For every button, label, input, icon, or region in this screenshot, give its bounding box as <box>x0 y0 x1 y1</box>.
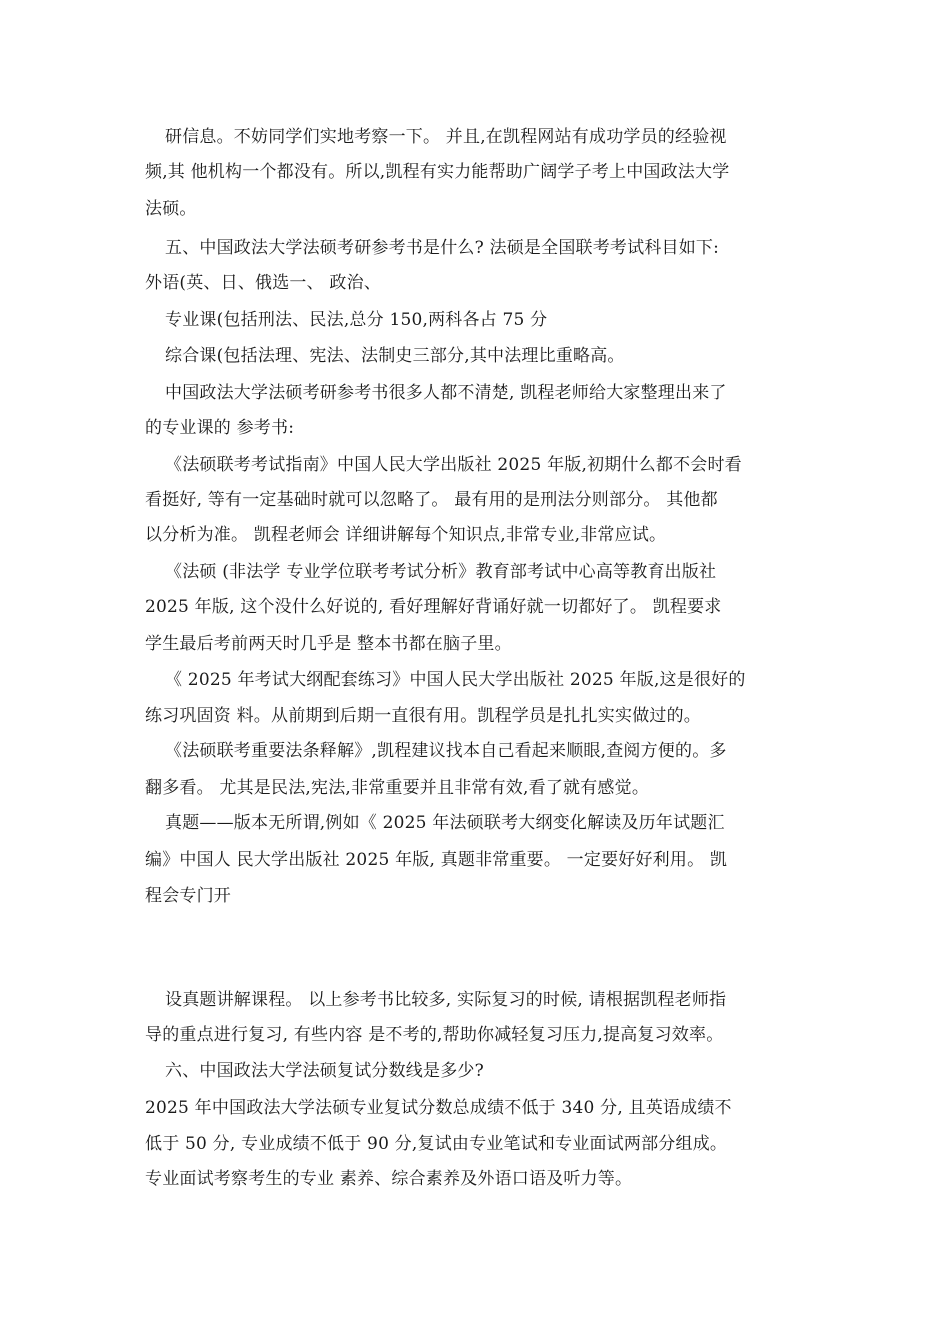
text-line: 外语(英、日、俄选一、 政治、 <box>145 273 382 293</box>
text-line: 中国政法大学法硕考研参考书很多人都不清楚, 凯程老师给大家整理出来了 <box>165 383 727 403</box>
text-line: 《法硕联考考试指南》中国人民大学出版社 2025 年版,初期什么都不会时看 <box>165 455 742 475</box>
text-line: 研信息。不妨同学们实地考察一下。 并且,在凯程网站有成功学员的经验视 <box>165 127 727 147</box>
text-line: 导的重点进行复习, 有些内容 是不考的,帮助你减轻复习压力,提高复习效率。 <box>145 1025 724 1045</box>
text-line: 专业课(包括刑法、民法,总分 150,两科各占 75 分 <box>165 310 548 330</box>
text-line: 设真题讲解课程。 以上参考书比较多, 实际复习的时候, 请根据凯程老师指 <box>165 990 727 1010</box>
text-line: 综合课(包括法理、宪法、法制史三部分,其中法理比重略高。 <box>165 346 625 366</box>
text-line: 专业面试考察考生的专业 素养、综合素养及外语口语及听力等。 <box>145 1169 633 1189</box>
text-line: 编》中国人 民大学出版社 2025 年版, 真题非常重要。 一定要好好利用。 凯 <box>145 850 728 870</box>
text-line: 真题——版本无所谓,例如《 2025 年法硕联考大纲变化解读及历年试题汇 <box>165 813 725 833</box>
text-line: 《法硕 (非法学 专业学位联考考试分析》教育部考试中心高等教育出版社 <box>165 562 717 582</box>
text-line: 的专业课的 参考书: <box>145 418 295 438</box>
text-line: 以分析为准。 凯程老师会 详细讲解每个知识点,非常专业,非常应试。 <box>145 525 667 545</box>
text-line: 《 2025 年考试大纲配套练习》中国人民大学出版社 2025 年版,这是很好的 <box>165 670 746 690</box>
text-line: 2025 年版, 这个没什么好说的, 看好理解好背诵好就一切都好了。 凯程要求 <box>145 597 722 617</box>
text-line: 低于 50 分, 专业成绩不低于 90 分,复试由专业笔试和专业面试两部分组成。 <box>145 1134 728 1154</box>
text-line: 《法硕联考重要法条释解》,凯程建议找本自己看起来顺眼,查阅方便的。多 <box>165 741 727 761</box>
text-line: 练习巩固资 料。从前期到后期一直很有用。凯程学员是扎扎实实做过的。 <box>145 706 702 726</box>
text-line: 2025 年中国政法大学法硕专业复试分数总成绩不低于 340 分, 且英语成绩不 <box>145 1098 732 1118</box>
section-heading: 六、中国政法大学法硕复试分数线是多少? <box>165 1061 484 1081</box>
text-line: 看挺好, 等有一定基础时就可以忽略了。 最有用的是刑法分则部分。 其他都 <box>145 490 718 510</box>
text-line: 翻多看。 尤其是民法,宪法,非常重要并且非常有效,看了就有感觉。 <box>145 778 650 798</box>
text-line: 频,其 他机构一个都没有。所以,凯程有实力能帮助广阔学子考上中国政法大学 <box>145 162 730 182</box>
text-line: 法硕。 <box>145 199 197 219</box>
text-line: 程会专门开 <box>145 886 231 906</box>
text-line: 学生最后考前两天时几乎是 整本书都在脑子里。 <box>145 634 512 654</box>
section-heading: 五、中国政法大学法硕考研参考书是什么? 法硕是全国联考考试科目如下: <box>165 238 720 258</box>
